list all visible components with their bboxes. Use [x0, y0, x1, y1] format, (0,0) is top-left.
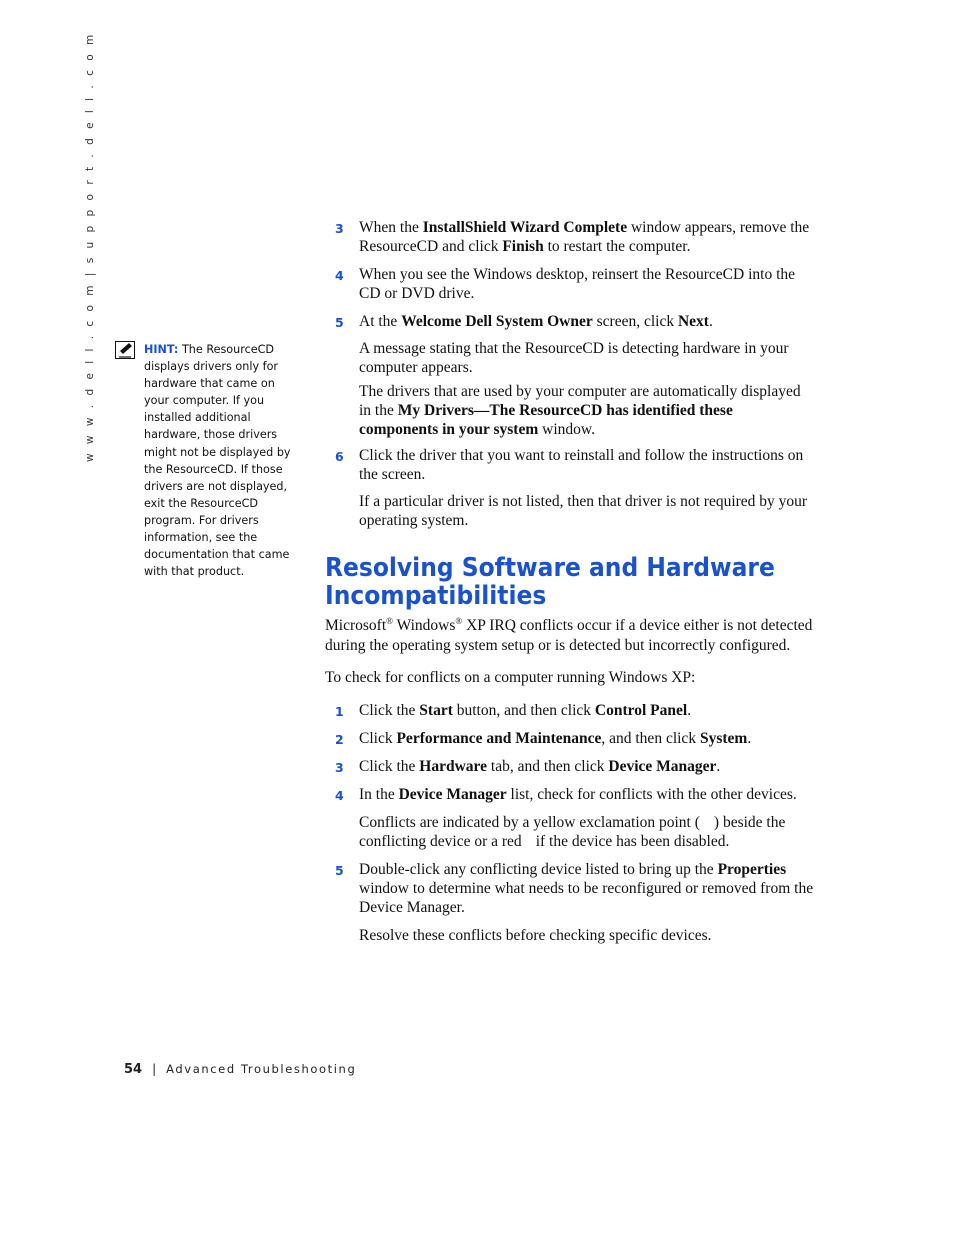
step-a4: 4 When you see the Windows desktop, reinsert the ResourceCD into the CD or DVD drive.	[335, 266, 796, 302]
step-number: 5	[335, 315, 344, 330]
step-number: 3	[335, 760, 344, 775]
page-footer	[124, 1062, 356, 1077]
main-content	[325, 218, 815, 945]
step-number: 4	[335, 268, 344, 283]
paragraph: If a particular driver is not listed, then that driver is not required by your operating system.	[359, 493, 808, 529]
sidebar-url-text: w w w . d e l l . c o m | s u p p o r t . d e l l . c o m	[84, 31, 96, 462]
step-b3: 3 Click the Hardware tab, and then click Device Manager.	[335, 758, 721, 775]
paragraph: The drivers that are used by your computer are automatically displayed in the My Drivers—The ResourceCD has identified these components in your system window.	[359, 383, 801, 438]
step-b4: 4 In the Device Manager list, check for conflicts with the other devices.	[335, 786, 797, 803]
step-b2: 2 Click Performance and Maintenance, and then click System.	[335, 730, 752, 747]
paragraph: Resolve these conflicts before checking specific devices.	[359, 927, 712, 944]
page-number: 54	[124, 1062, 143, 1077]
check-intro: To check for conflicts on a computer running Windows XP:	[325, 669, 696, 686]
footer-separator: |	[152, 1062, 157, 1076]
sidebar-url	[84, 31, 98, 472]
step-number: 4	[335, 788, 344, 803]
step-a5: 5 At the Welcome Dell System Owner screen, click Next.	[335, 313, 713, 330]
hint-text: The ResourceCD displays drivers only for hardware that came on your computer. If you installed additional hardware, those drivers might not be displayed by the ResourceCD. If those drivers are not displayed, exit the ResourceCD program. For drivers information, see the documentation that came with that product.	[144, 343, 291, 579]
step-number: 3	[335, 221, 344, 236]
hint-note	[144, 341, 296, 580]
intro-paragraph: Microsoft® Windows® XP IRQ conflicts occur if a device either is not detected during the operating system setup or is detected but incorrectly configured.	[325, 615, 813, 654]
step-b1: 1 Click the Start button, and then click Control Panel.	[335, 702, 692, 719]
section-heading: Resolving Software and Hardware Incompatibilities	[325, 553, 775, 611]
footer-section-title: Advanced Troubleshooting	[166, 1062, 357, 1076]
step-number: 6	[335, 449, 344, 464]
paragraph: A message stating that the ResourceCD is detecting hardware in your computer appears.	[359, 340, 789, 376]
hint-label: HINT:	[144, 343, 179, 356]
pencil-note-icon	[115, 341, 135, 359]
step-b5: 5 Double-click any conflicting device listed to bring up the Properties window to determine what needs to be reconfigured or removed from the Device Manager.	[335, 861, 814, 916]
paragraph: Conflicts are indicated by a yellow exclamation point ( ) beside the conflicting device or a red if the device has been disabled.	[359, 814, 786, 850]
step-a3: 3 When the InstallShield Wizard Complete window appears, remove the ResourceCD and click Finish to restart the computer.	[335, 219, 810, 255]
step-number: 2	[335, 732, 344, 747]
step-number: 5	[335, 863, 344, 878]
step-a6: 6 Click the driver that you want to reinstall and follow the instructions on the screen.	[335, 447, 804, 483]
step-number: 1	[335, 704, 344, 719]
